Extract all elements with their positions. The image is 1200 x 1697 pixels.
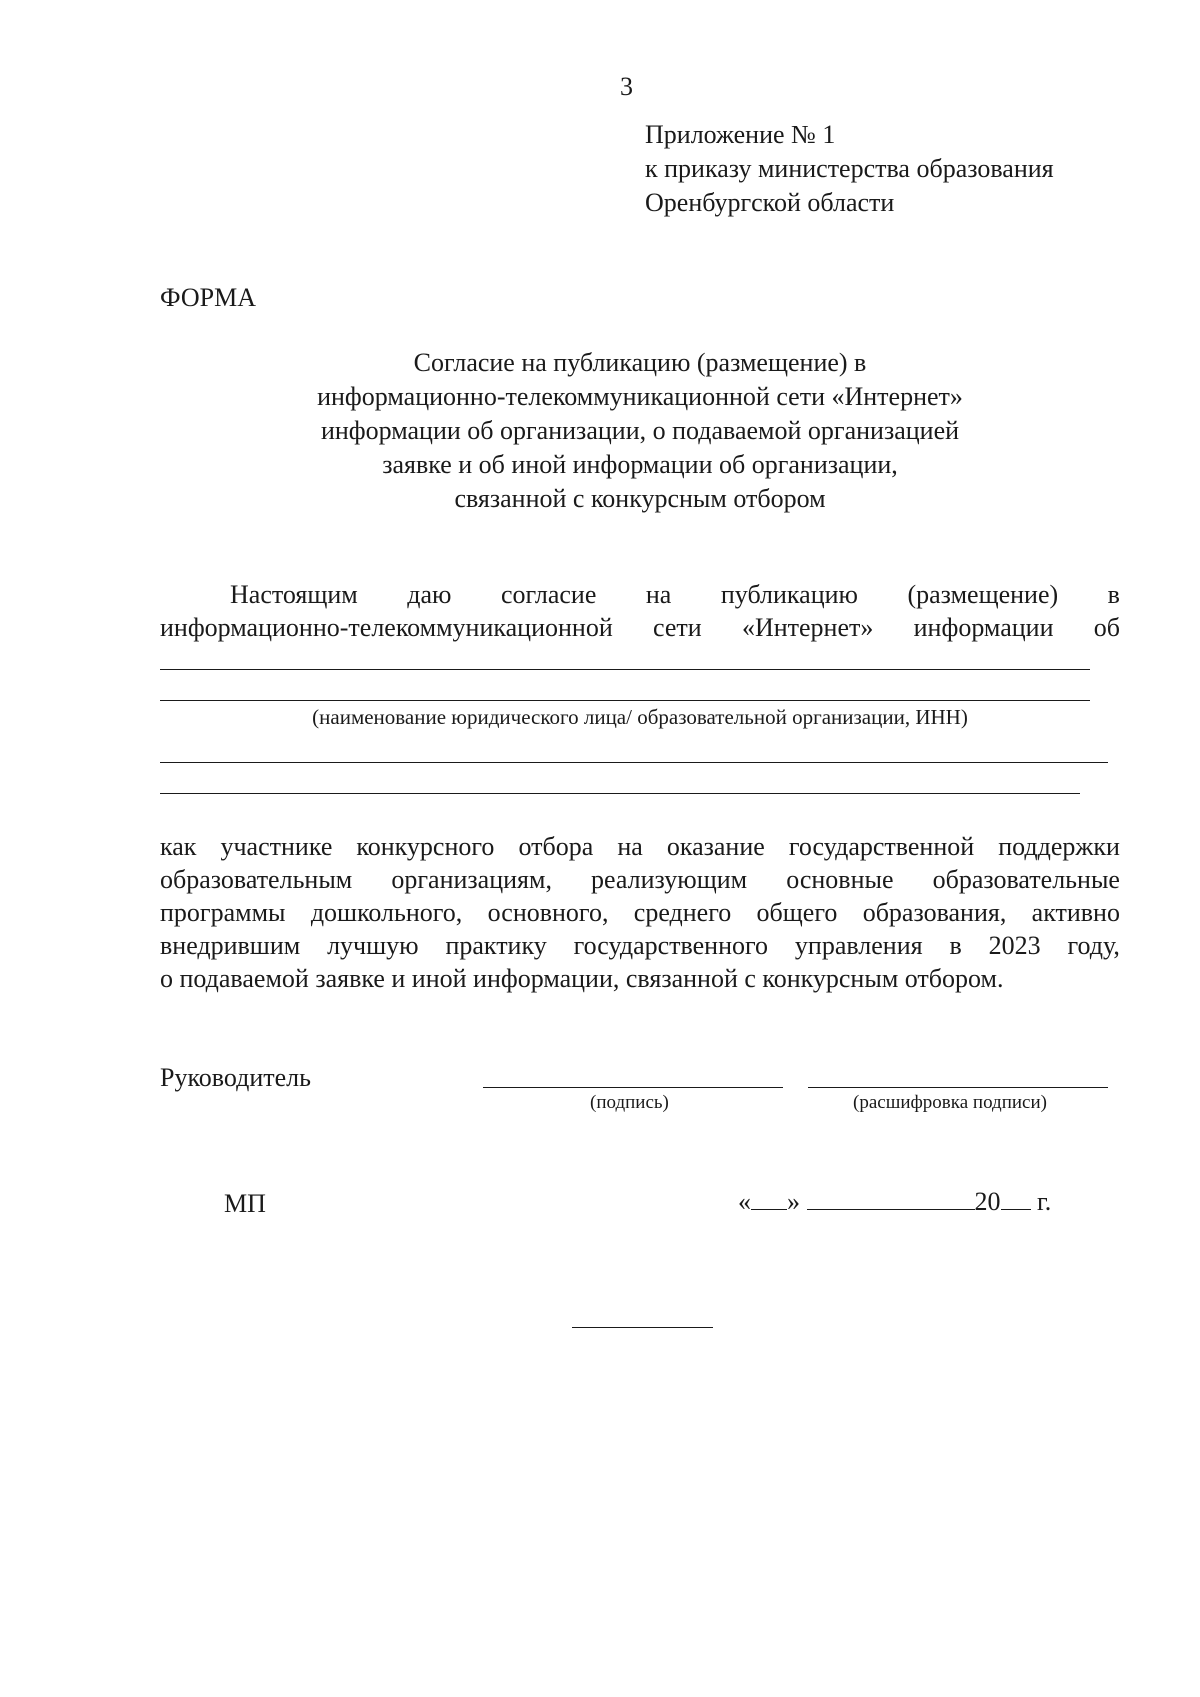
org-name-caption: (наименование юридического лица/ образовательной организации, ИНН) [312, 705, 968, 729]
word: лучшую [327, 931, 419, 960]
word: организациям, [391, 865, 552, 894]
word: информационно-телекоммуникационной [160, 613, 613, 642]
word: (размещение) [907, 580, 1059, 609]
title-line: информации об организации, о подаваемой организацией [320, 416, 960, 445]
word: в [1107, 580, 1120, 609]
word: даю [407, 580, 452, 609]
title-line: Согласие на публикацию (размещение) в [413, 348, 867, 377]
word: дошкольного, [310, 898, 463, 927]
word: среднего [633, 898, 732, 927]
title-line: заявке и об иной информации об организации, [382, 450, 898, 479]
title-line: информационно-телекоммуникационной сети «Интернет» [317, 382, 963, 411]
date-day-blank[interactable] [751, 1187, 787, 1210]
word: как [160, 832, 197, 861]
word: реализующим [591, 865, 748, 894]
word: основного, [487, 898, 609, 927]
body-line [160, 830, 1120, 863]
body-paragraph [160, 830, 1120, 995]
word: 2023 [988, 931, 1041, 960]
word: сети [653, 613, 702, 642]
word: общего [756, 898, 838, 927]
word: активно [1031, 898, 1120, 927]
body-line [160, 863, 1120, 896]
word: внедрившим [160, 931, 301, 960]
body-line: о подаваемой заявке и иной информации, связанной с конкурсным отбором. [160, 964, 1004, 993]
appendix-header [645, 118, 1054, 220]
word: оказание [666, 832, 765, 861]
word: государственного [573, 931, 769, 960]
word: на [617, 832, 643, 861]
date-close-quote: » [787, 1187, 800, 1216]
word: образовательные [932, 865, 1120, 894]
word: программы [160, 898, 286, 927]
org-fill-line[interactable] [160, 669, 1090, 670]
body-line [160, 896, 1120, 929]
org-fill-line[interactable] [160, 762, 1108, 763]
signature-line[interactable] [483, 1087, 783, 1088]
word: в [949, 931, 962, 960]
org-fill-line[interactable] [160, 700, 1090, 701]
page-number: 3 [620, 72, 633, 101]
signature-decode-line[interactable] [808, 1087, 1108, 1088]
appendix-line: Приложение № 1 [645, 120, 836, 149]
body-line [160, 929, 1120, 962]
word: государственной [788, 832, 975, 861]
org-fill-line[interactable] [160, 793, 1080, 794]
stamp-place-label: МП [224, 1189, 266, 1218]
word: информации [913, 613, 1054, 642]
appendix-line: к приказу министерства образования [645, 154, 1054, 183]
document-title [160, 346, 1120, 516]
date-year-prefix: 20 [974, 1187, 1001, 1216]
head-label: Руководитель [160, 1063, 311, 1092]
date-year-blank[interactable] [1001, 1187, 1031, 1210]
appendix-line: Оренбургской области [645, 188, 895, 217]
end-separator-line [572, 1327, 713, 1328]
date-open-quote: « [738, 1187, 751, 1216]
word: об [1093, 613, 1120, 642]
word: «Интернет» [741, 613, 874, 642]
word: основные [786, 865, 894, 894]
word: участнике [220, 832, 333, 861]
word: году, [1067, 931, 1120, 960]
word: публикацию [720, 580, 858, 609]
word: образовательным [160, 865, 353, 894]
date-month-blank[interactable] [807, 1187, 975, 1210]
word: образования, [862, 898, 1007, 927]
word: согласие [500, 580, 597, 609]
word: поддержки [998, 832, 1120, 861]
signature-caption: (подпись) [590, 1092, 669, 1113]
word: практику [445, 931, 547, 960]
word: управления [794, 931, 923, 960]
date-field [738, 1187, 1051, 1217]
signature-decode-caption: (расшифровка подписи) [853, 1092, 1047, 1113]
word: на [645, 580, 672, 609]
word: отбора [518, 832, 594, 861]
title-line: связанной с конкурсным отбором [454, 484, 826, 513]
form-label: ФОРМА [160, 283, 256, 312]
word: Настоящим [230, 580, 358, 609]
consent-line-1 [230, 580, 1120, 610]
date-year-suffix: г. [1037, 1187, 1052, 1216]
word: конкурсного [356, 832, 495, 861]
consent-line-2 [160, 613, 1120, 643]
